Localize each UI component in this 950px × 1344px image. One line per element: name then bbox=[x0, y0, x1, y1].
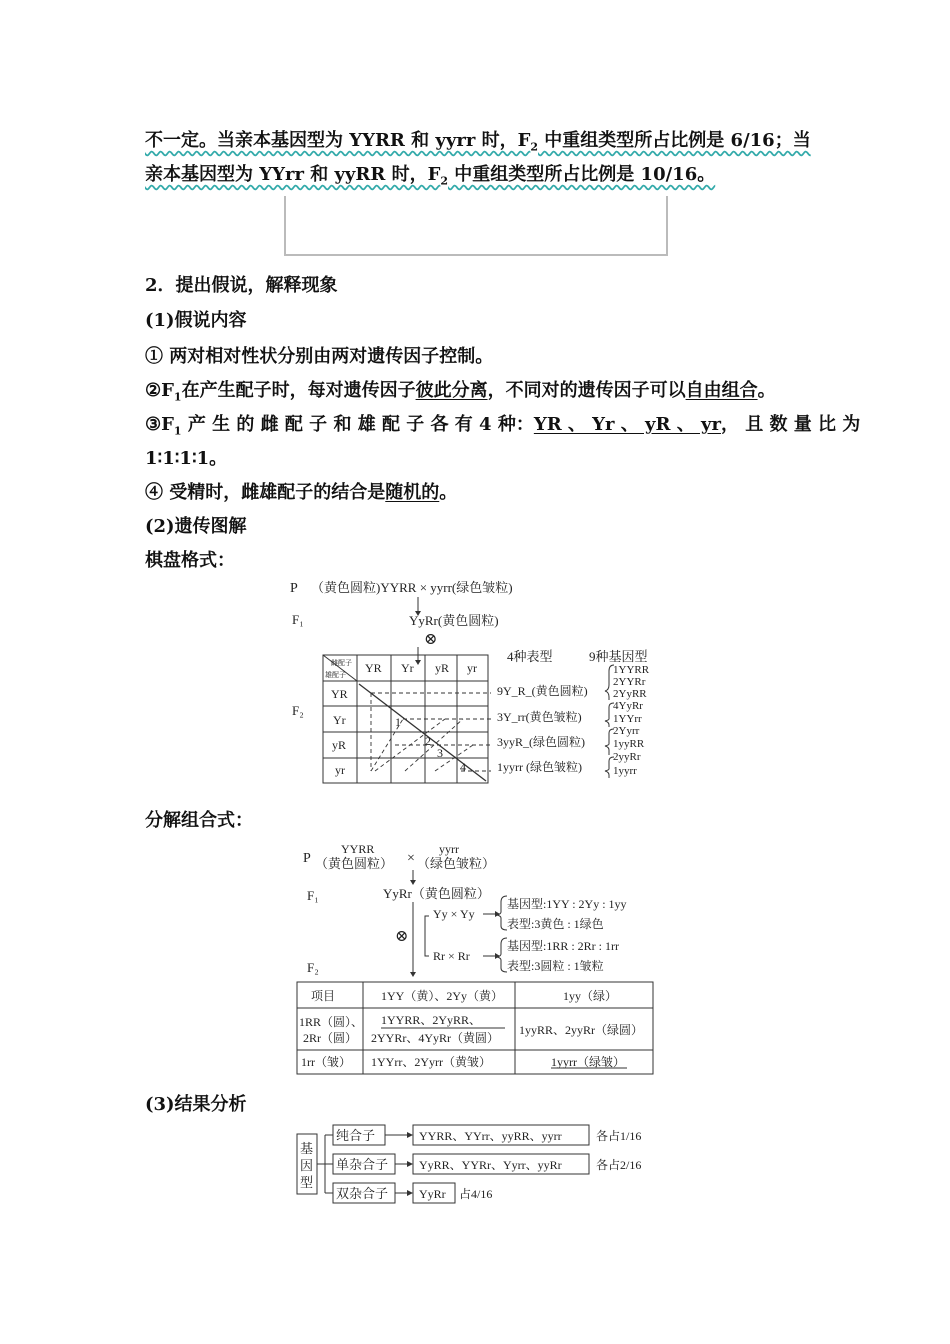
result-type: 纯合子 bbox=[336, 1128, 376, 1143]
table-cell: 1YYrr、2Yyrr（黄皱） bbox=[371, 1055, 491, 1069]
yy-cross: Yy × Yy bbox=[433, 907, 475, 921]
decomposition-diagram bbox=[293, 838, 663, 1078]
subsection-diagram: (2)遗传图解 bbox=[145, 516, 247, 537]
decomp-p-label: P bbox=[303, 851, 311, 866]
geno-item: 1yyrr bbox=[613, 765, 637, 777]
rr-genotype: 基因型:1RR : 2Rr : 1rr bbox=[507, 939, 620, 953]
intro-line-2 bbox=[145, 160, 715, 188]
table-cell: 1RR（圆）、 bbox=[299, 1015, 364, 1029]
result-genos: YyRR、YYRr、Yyrr、yyRr bbox=[419, 1158, 562, 1172]
table-cell: 1yyRR、2yyRr（绿圆） bbox=[519, 1023, 644, 1037]
col-header: yR bbox=[435, 661, 450, 675]
root-char: 因 bbox=[300, 1158, 314, 1173]
corner-female: 雌配子 bbox=[331, 659, 352, 667]
geno-item: 1YYrr bbox=[613, 713, 642, 725]
p-left-geno: YYRR bbox=[341, 842, 375, 856]
decomp-selfing-icon: ⊗ bbox=[395, 928, 409, 945]
col-header: Yr bbox=[401, 661, 414, 675]
result-ratio: 占4/16 bbox=[459, 1187, 493, 1201]
checker-f1-label: F₁ bbox=[292, 612, 304, 627]
intro-line-1 bbox=[145, 126, 811, 154]
p-right-pheno: （绿色皱粒） bbox=[417, 856, 496, 871]
geno-item: 1yyRR bbox=[613, 738, 645, 750]
result-type: 单杂合子 bbox=[336, 1157, 389, 1172]
table-cell: 1rr（皱） bbox=[301, 1055, 351, 1069]
result-genos: YyRr bbox=[419, 1187, 446, 1201]
cross-sign: × bbox=[407, 851, 415, 866]
col-header: YR bbox=[365, 661, 382, 675]
hypothesis-1: ① 两对相对性状分别由两对遗传因子控制。 bbox=[145, 346, 494, 367]
table-header: 项目 bbox=[311, 989, 336, 1003]
table-cell: 2Rr（圆） bbox=[303, 1031, 358, 1045]
col-header: yr bbox=[467, 661, 477, 675]
geno-item: 2Yyrr bbox=[613, 725, 640, 737]
p-right-geno: yyrr bbox=[439, 842, 459, 856]
cell-num: 1 bbox=[395, 715, 401, 729]
corner-male: 雄配子 bbox=[325, 671, 346, 679]
decomp-f1-label: F₁ bbox=[307, 888, 319, 903]
table-cell: 1yyrr（绿皱） bbox=[551, 1055, 625, 1069]
geno-item: 4YyRr bbox=[613, 700, 643, 712]
geno-item: 1YYRR bbox=[613, 664, 650, 676]
checker-p-label: P bbox=[290, 581, 298, 596]
checker-label: 棋盘格式： bbox=[145, 550, 235, 571]
root-char: 型 bbox=[300, 1175, 314, 1190]
result-genos: YYRR、YYrr、yyRR、yyrr bbox=[419, 1129, 562, 1143]
checker-f1-text: YyRr(黄色圆粒) bbox=[409, 613, 499, 628]
checker-f2-label: F₂ bbox=[292, 703, 304, 718]
geno-item: 2YYRr bbox=[613, 676, 646, 688]
result-diagram bbox=[293, 1118, 663, 1210]
result-ratio: 各占1/16 bbox=[596, 1129, 642, 1143]
table-header: 1yy（绿） bbox=[563, 989, 618, 1003]
pheno-item: 3Y_rr(黄色皱粒) bbox=[497, 710, 582, 724]
yy-phenotype: 表型:3黄色 : 1绿色 bbox=[507, 917, 604, 931]
decomp-label: 分解组合式： bbox=[145, 810, 253, 831]
table-cell: 2YYRr、4YyRr（黄圆） bbox=[371, 1031, 499, 1045]
intro-line-1-text: 不一定。当亲本基因型为 YYRR 和 yyrr 时，$F_2$ 中重组类型所占比例是 6/16；当 bbox=[145, 130, 811, 154]
table-cell: 1YYRR、2YyRR、 bbox=[381, 1013, 482, 1027]
row-header: Yr bbox=[333, 713, 346, 727]
hypothesis-2: $②F_1$在产生配子时，每对遗传因子彼此分离，不同对的遗传因子可以自由组合。 bbox=[145, 380, 776, 404]
hypothesis-3: $③F_1$ 产 生 的 雌 配 子 和 雄 配 子 各 有 4 种：YR 、 Yr 、 yR 、 yr， 且 数 量 比 为 bbox=[145, 414, 861, 438]
result-ratio: 各占2/16 bbox=[596, 1158, 642, 1172]
subsection-hypothesis: (1)假说内容 bbox=[145, 310, 247, 331]
pheno-item: 9Y_R_(黄色圆粒) bbox=[497, 684, 588, 698]
root-char: 基 bbox=[300, 1141, 314, 1156]
subsection-result: (3)结果分析 bbox=[145, 1094, 247, 1115]
geno-item: 2yyRr bbox=[613, 751, 641, 763]
yy-genotype: 基因型:1YY : 2Yy : 1yy bbox=[507, 897, 627, 911]
cell-num: 3 bbox=[437, 746, 443, 760]
geno-item: 2YyRR bbox=[613, 688, 647, 700]
rr-phenotype: 表型:3圆粒 : 1皱粒 bbox=[507, 959, 604, 973]
pheno-item: 3yyR_(绿色圆粒) bbox=[497, 735, 585, 749]
intro-line-2-text: 亲本基因型为 YYrr 和 yyRR 时，$F_2$ 中重组类型所占比例是 10/16。 bbox=[145, 164, 716, 188]
p-left-pheno: （黄色圆粒） bbox=[315, 856, 394, 871]
rr-cross: Rr × Rr bbox=[433, 949, 470, 963]
geno-header: 9种基因型 bbox=[589, 649, 648, 664]
cell-num: 4 bbox=[460, 760, 466, 774]
row-header: YR bbox=[331, 687, 348, 701]
empty-note-box bbox=[284, 196, 668, 256]
result-type: 双杂合子 bbox=[336, 1186, 389, 1201]
cell-num: 2 bbox=[425, 734, 431, 748]
decomp-f1-text: YyRr（黄色圆粒） bbox=[383, 886, 490, 901]
hypothesis-3-ratio: 1∶1∶1∶1。 bbox=[145, 448, 228, 469]
decomp-f2-label: F₂ bbox=[307, 960, 319, 975]
selfing-icon: ⊗ bbox=[424, 631, 438, 648]
checkerboard-diagram bbox=[285, 575, 675, 790]
row-header: yr bbox=[335, 763, 345, 777]
pheno-item: 1yyrr (绿色皱粒) bbox=[497, 760, 582, 774]
hypothesis-4: ④ 受精时，雌雄配子的结合是随机的。 bbox=[145, 482, 458, 503]
checker-p-text: （黄色圆粒)YYRR × yyrr(绿色皱粒) bbox=[311, 580, 513, 595]
section-title: 2．提出假说，解释现象 bbox=[145, 275, 338, 296]
pheno-header: 4种表型 bbox=[507, 649, 553, 664]
table-header: 1YY（黄）、2Yy（黄） bbox=[381, 989, 503, 1003]
row-header: yR bbox=[332, 738, 347, 752]
